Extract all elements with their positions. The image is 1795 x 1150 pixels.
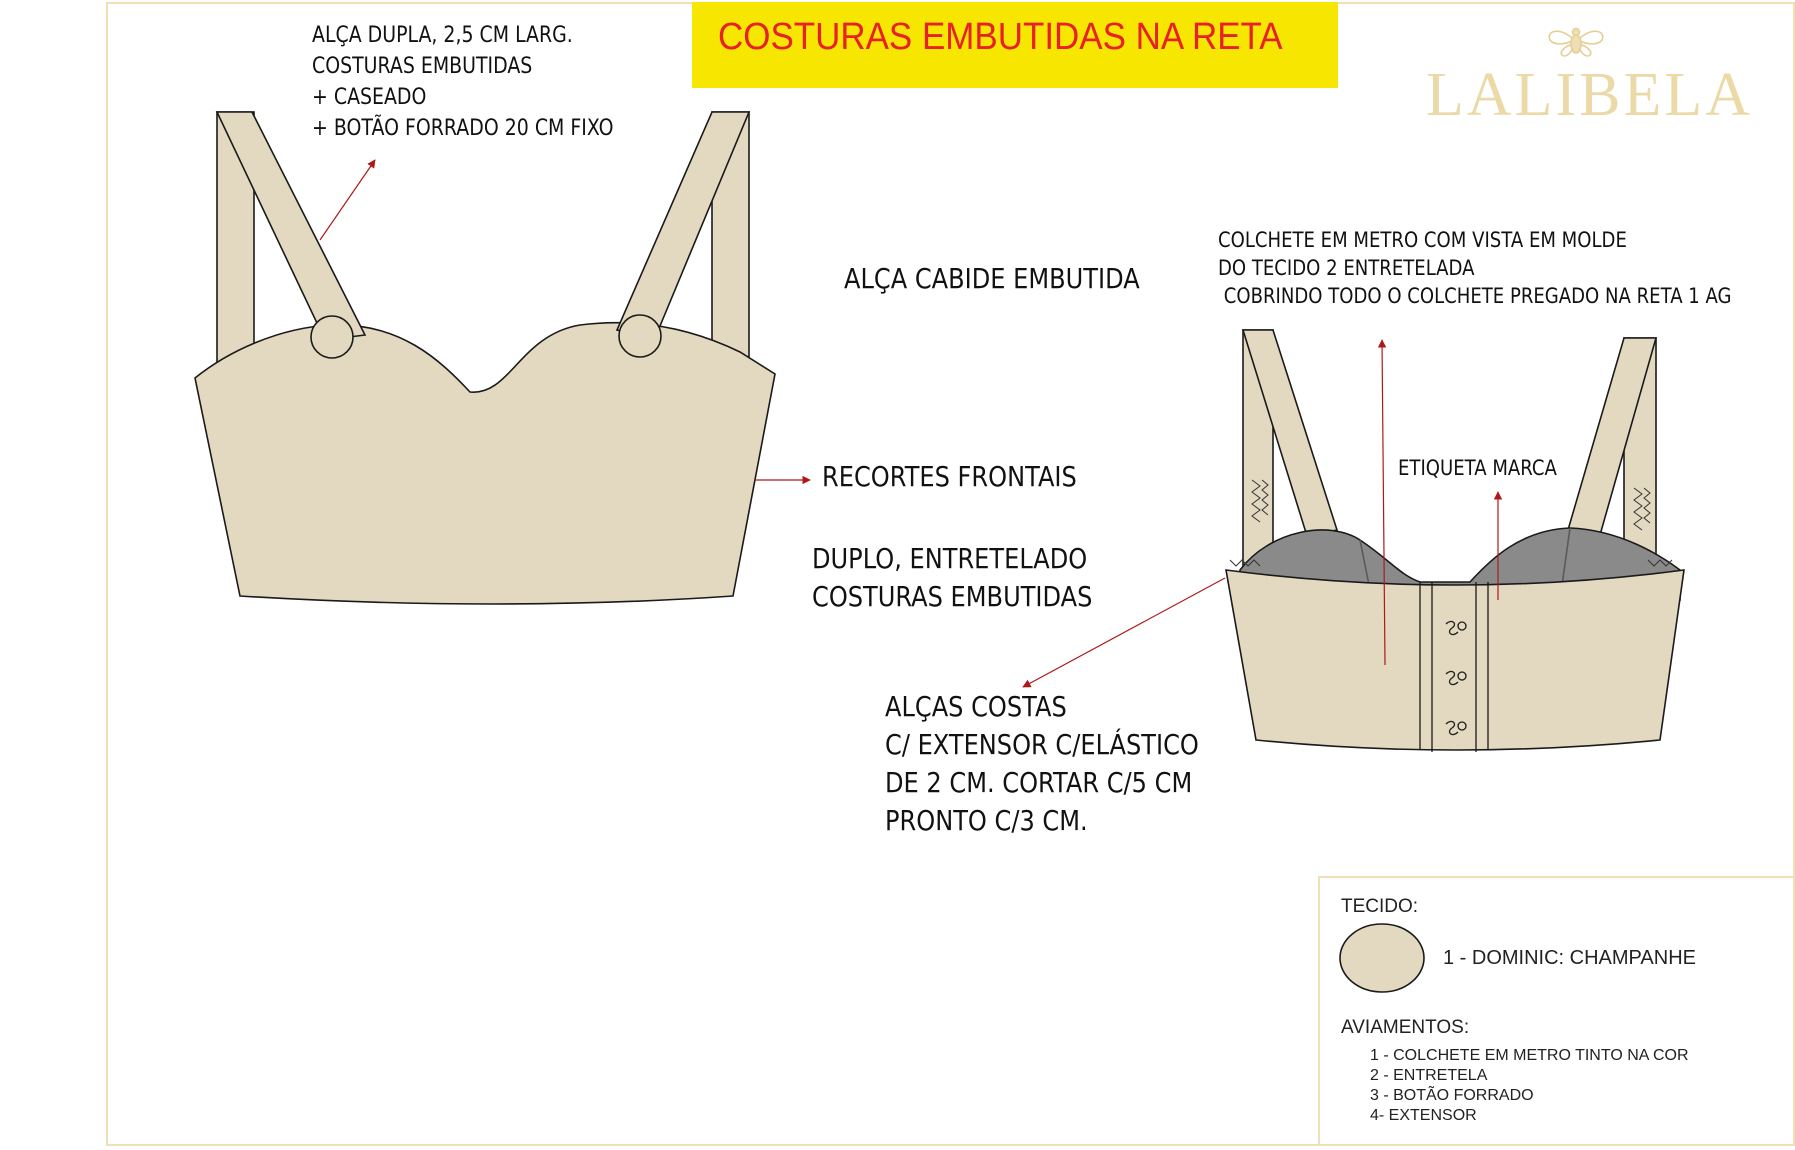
note-alcas-costas: ALÇAS COSTAS C/ EXTENSOR C/ELÁSTICO DE 2 CM. CORTAR C/5 CM PRONTO C/3 CM. (885, 690, 1199, 837)
legend-tecido-label: TECIDO: (1341, 896, 1419, 917)
legend-aviamentos-label: AVIAMENTOS: (1341, 1017, 1470, 1038)
note-duplo: DUPLO, ENTRETELADO COSTURAS EMBUTIDAS (812, 542, 1093, 613)
note-recortes: RECORTES FRONTAIS (822, 460, 1077, 493)
note-strap: ALÇA DUPLA, 2,5 CM LARG. COSTURAS EMBUTIDAS + CASEADO + BOTÃO FORRADO 20 CM FIXO (312, 23, 614, 141)
note-etiqueta: ETIQUETA MARCA (1398, 456, 1557, 480)
note-alca-cabide: ALÇA CABIDE EMBUTIDA (844, 262, 1140, 295)
note-colchete: COLCHETE EM METRO COM VISTA EM MOLDE DO TECIDO 2 ENTRETELADA COBRINDO TODO O COLCHETE PREGADO NA RETA 1 AG (1218, 228, 1732, 308)
brand-logo: LALIBELA (1426, 61, 1754, 129)
banner-title: COSTURAS EMBUTIDAS NA RETA (718, 16, 1283, 58)
legend-tecido-item: 1 - DOMINIC: CHAMPANHE (1443, 947, 1696, 969)
legend-aviamentos-list: 1 - COLCHETE EM METRO TINTO NA COR 2 - ENTRETELA 3 - BOTÃO FORRADO 4- EXTENSOR (1370, 1047, 1689, 1124)
